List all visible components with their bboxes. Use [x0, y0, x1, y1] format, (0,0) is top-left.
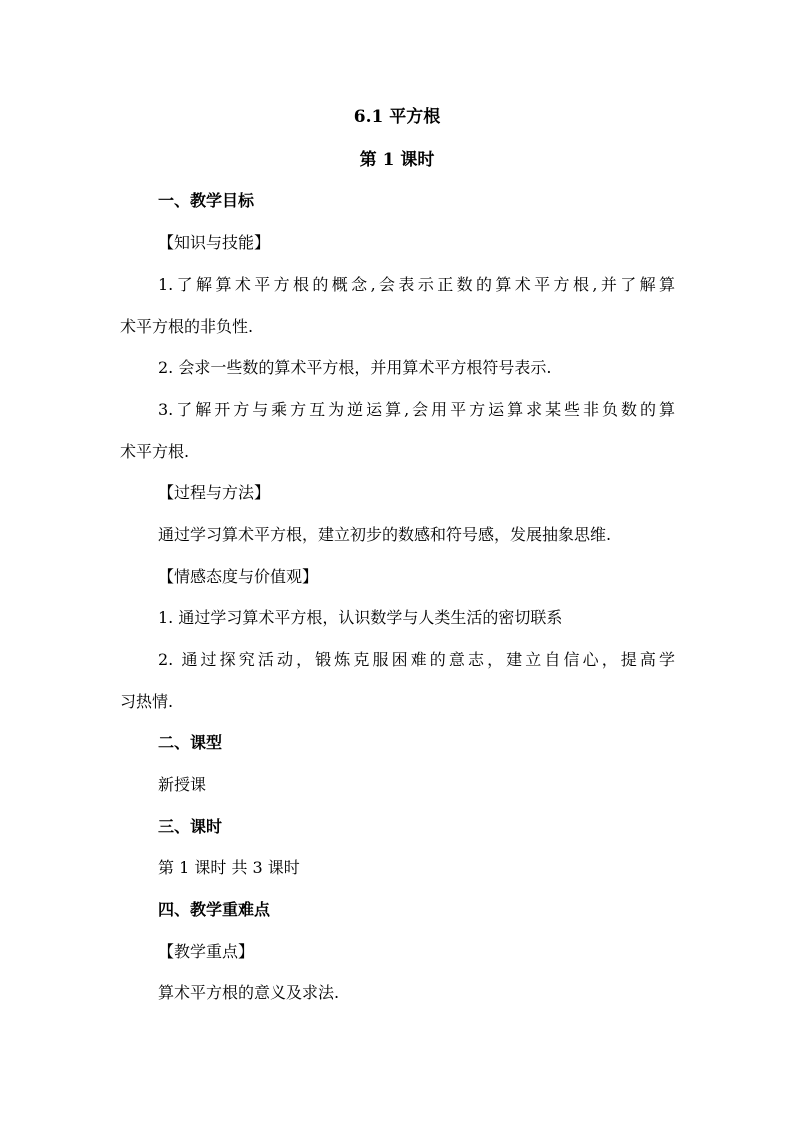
emotion-item-2-line-1: 2. 通过探究活动，锻炼克服困难的意志，建立自信心，提高学: [158, 650, 675, 669]
knowledge-item-3-line-2: 术平方根.: [120, 442, 190, 461]
lesson-subtitle: 第 1 课时: [359, 150, 435, 170]
hours-value: 第 1 课时 共 3 课时: [158, 858, 300, 877]
focus-heading: 【教学重点】: [158, 942, 255, 961]
type-heading: 二、课型: [158, 733, 223, 752]
document-title: 6.1 平方根: [353, 107, 441, 127]
knowledge-heading: 【知识与技能】: [158, 233, 271, 252]
difficulty-heading: 四、教学重难点: [158, 900, 271, 919]
goals-heading: 一、教学目标: [158, 191, 255, 210]
process-heading: 【过程与方法】: [158, 483, 271, 502]
type-value: 新授课: [158, 775, 207, 794]
emotion-heading: 【情感态度与价值观】: [158, 567, 319, 586]
emotion-item-2-line-2: 习热情.: [120, 692, 174, 711]
emotion-item-1: 1. 通过学习算术平方根，认识数学与人类生活的密切联系: [158, 608, 563, 627]
knowledge-item-1-line-1: 1.了解算术平方根的概念,会表示正数的算术平方根,并了解算: [158, 275, 675, 294]
process-item-1: 通过学习算术平方根，建立初步的数感和符号感，发展抽象思维.: [158, 525, 612, 544]
knowledge-item-3-line-1: 3.了解开方与乘方互为逆运算,会用平方运算求某些非负数的算: [158, 400, 675, 419]
hours-heading: 三、课时: [158, 817, 223, 836]
focus-value: 算术平方根的意义及求法.: [158, 983, 340, 1002]
knowledge-item-1-line-2: 术平方根的非负性.: [120, 317, 254, 336]
knowledge-item-2: 2. 会求一些数的算术平方根，并用算术平方根符号表示.: [158, 358, 552, 377]
